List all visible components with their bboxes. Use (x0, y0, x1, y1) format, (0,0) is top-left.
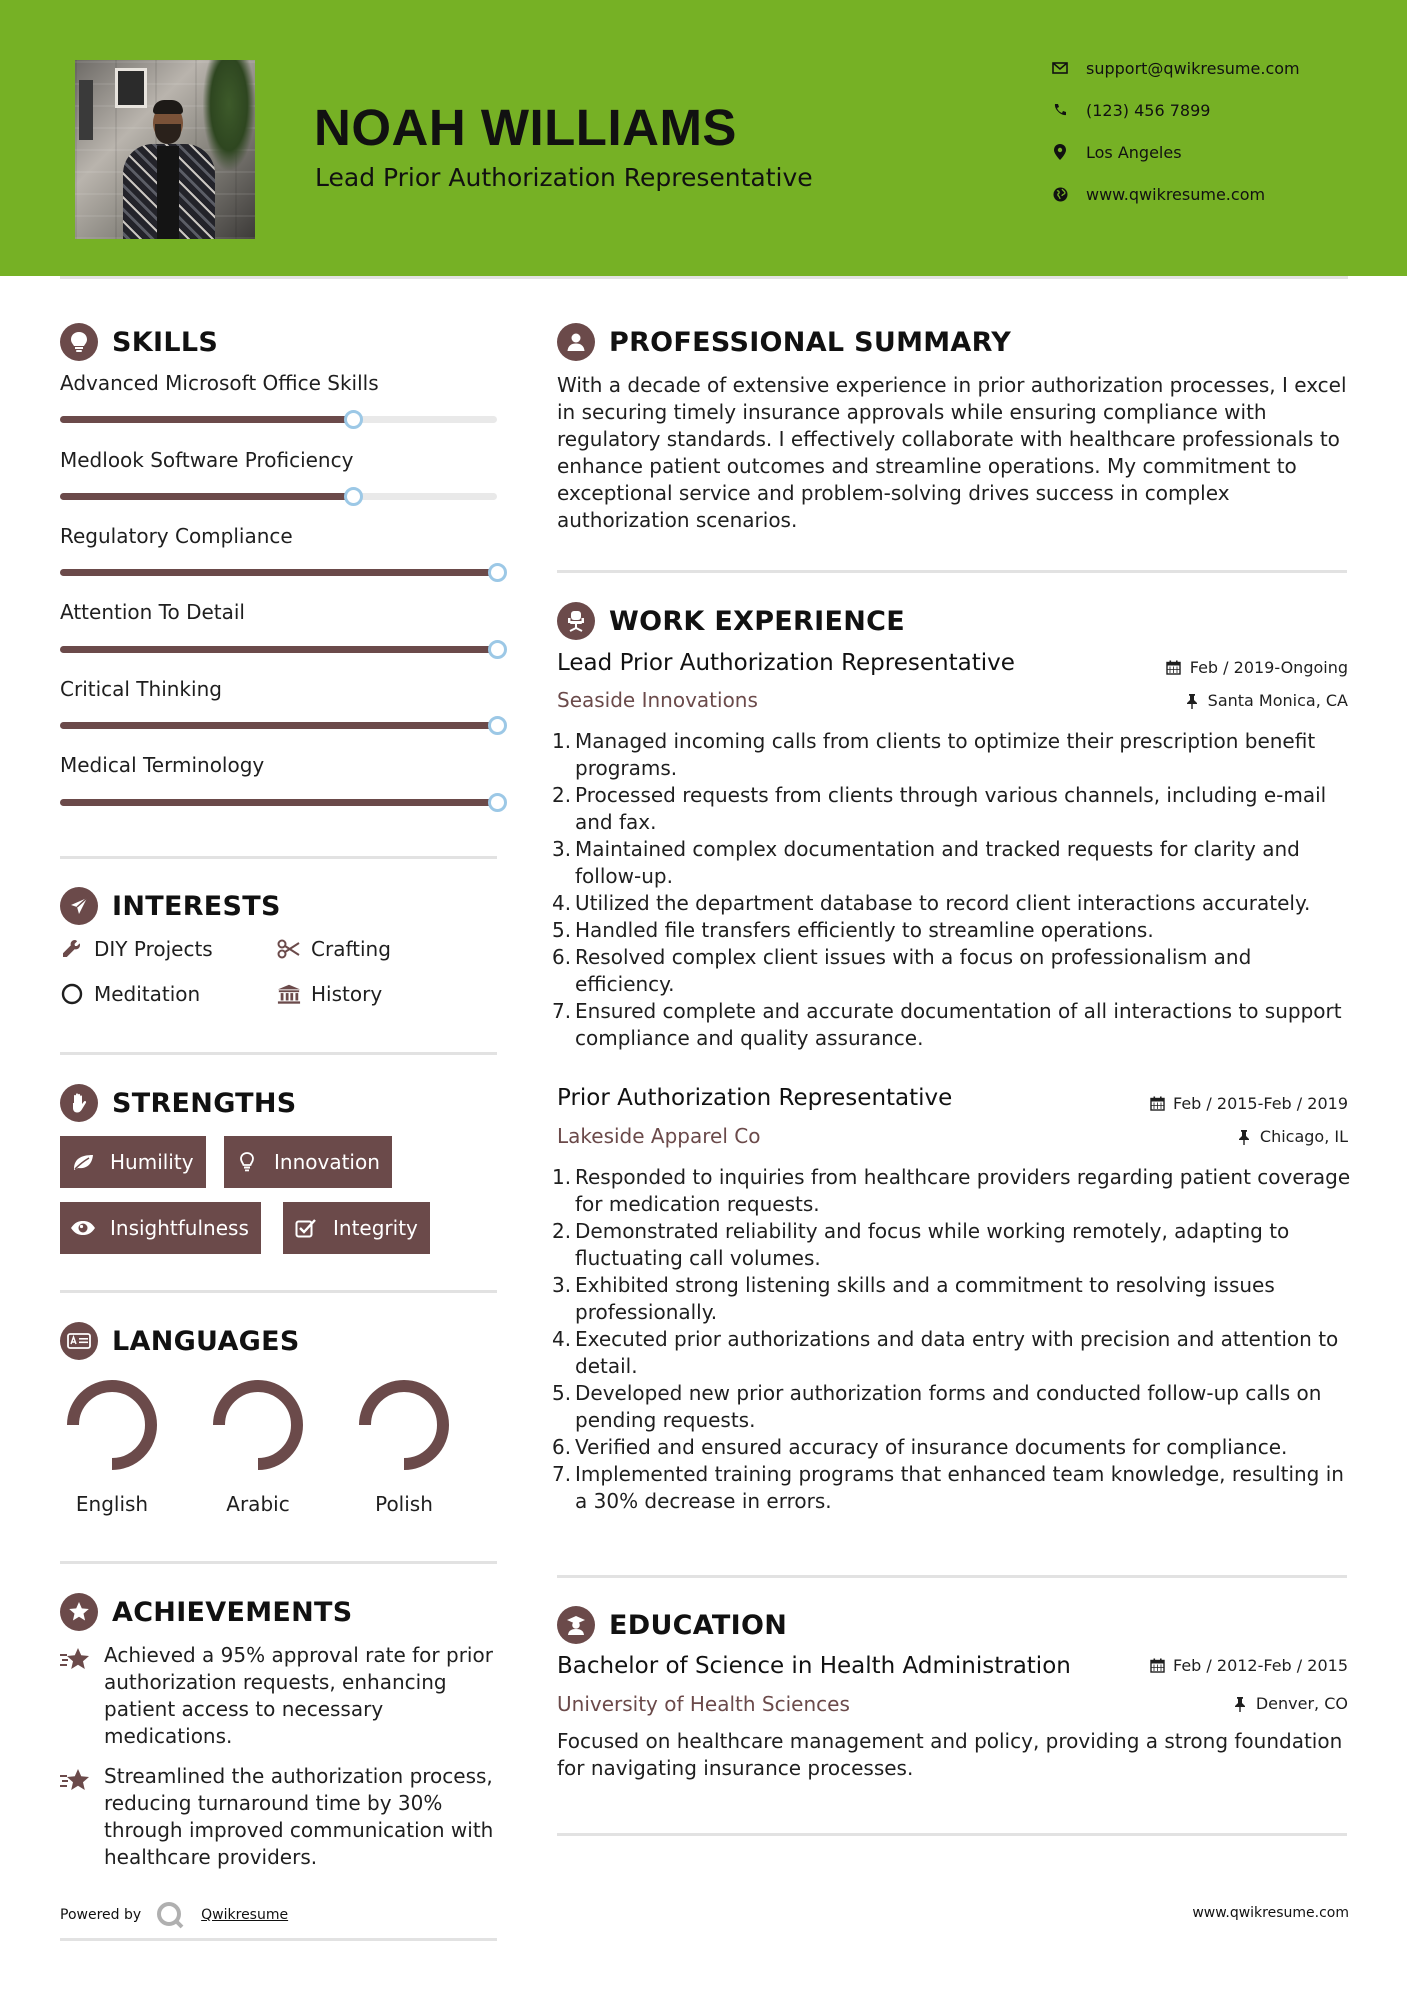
skill-bar (60, 493, 497, 500)
powered-by: Powered by Qwikresume (60, 1900, 288, 1930)
skill-bar-handle (344, 410, 363, 429)
skill-name: Advanced Microsoft Office Skills (60, 371, 379, 395)
star-badge-icon (60, 1593, 98, 1631)
language-proficiency-ring (357, 1378, 451, 1472)
thumbtack-icon (1236, 1129, 1252, 1145)
work-heading: WORK EXPERIENCE (557, 602, 905, 640)
language-name: English (75, 1492, 149, 1516)
header-divider (60, 276, 1348, 279)
lightbulb-icon (234, 1151, 260, 1173)
user-icon (557, 323, 595, 361)
section-divider (60, 1290, 497, 1293)
globe-icon (1050, 184, 1070, 204)
strengths-heading: STRENGTHS (60, 1084, 297, 1122)
skill-bar (60, 569, 497, 576)
skill-name: Medlook Software Proficiency (60, 448, 354, 472)
section-divider (557, 570, 1347, 573)
strength-tag: Integrity (283, 1202, 430, 1254)
section-divider (60, 1938, 497, 1941)
section-divider (60, 1561, 497, 1564)
resume-header (0, 0, 1407, 276)
job-duties-list (552, 728, 1352, 1052)
footer-website-link[interactable]: www.qwikresume.com (1192, 1905, 1349, 1921)
list-item: 4. Executed prior authorizations and data entry with precision and attention to detail. (552, 1327, 1339, 1378)
check-square-icon (293, 1217, 319, 1239)
profile-photo (75, 60, 255, 239)
job-title: Prior Authorization Representative (557, 1085, 953, 1111)
list-item: 6. Resolved complex client issues with a focus on professionalism and efficiency. (552, 945, 1252, 996)
school-name: University of Health Sciences (557, 1692, 850, 1716)
candidate-name: NOAH WILLIAMS (314, 99, 737, 156)
skill-bar (60, 646, 497, 653)
section-divider (60, 1052, 497, 1055)
interests-heading: INTERESTS (60, 887, 281, 925)
summary-heading: PROFESSIONAL SUMMARY (557, 323, 1011, 361)
degree-title: Bachelor of Science in Health Administration (557, 1653, 1071, 1679)
job-location: Santa Monica, CA (1184, 691, 1348, 710)
leaf-icon (70, 1151, 96, 1173)
strength-tag: Humility (60, 1136, 206, 1188)
skill-bar-handle (344, 487, 363, 506)
list-item: 5. Handled file transfers efficiently to streamline operations. (552, 918, 1154, 942)
skill-name: Regulatory Compliance (60, 524, 293, 548)
job-dates: Feb / 2019-Ongoing (1166, 658, 1348, 677)
list-item: 5. Developed new prior authorization forms and conducted follow-up calls on pending requests. (552, 1381, 1322, 1432)
job-duties-list (552, 1164, 1352, 1515)
section-divider (60, 856, 497, 859)
achievements-heading: ACHIEVEMENTS (60, 1593, 353, 1631)
qwikresume-logo-icon (155, 1900, 185, 1930)
strength-tag: Insightfulness (60, 1202, 261, 1254)
section-divider (557, 1575, 1347, 1578)
skill-bar (60, 416, 497, 423)
calendar-icon (1149, 1658, 1165, 1674)
skill-bar (60, 722, 497, 729)
list-item: 7. Ensured complete and accurate documentation of all interactions to support compliance and quality assurance. (552, 999, 1342, 1050)
skill-bar (60, 799, 497, 806)
language-proficiency-ring (211, 1378, 305, 1472)
skill-bar-handle (488, 640, 507, 659)
education-location: Denver, CO (1232, 1694, 1348, 1713)
lightbulb-icon (60, 323, 98, 361)
skill-bar-handle (488, 793, 507, 812)
hand-paper-icon (60, 1084, 98, 1122)
wrench-icon (60, 937, 84, 961)
interest-item: History (277, 982, 382, 1006)
calendar-icon (1166, 660, 1182, 676)
interest-item: Crafting (277, 937, 391, 961)
languages-heading: LANGUAGES (60, 1322, 300, 1360)
language-proficiency-ring (65, 1378, 159, 1472)
thumbtack-icon (1232, 1696, 1248, 1712)
strength-tag: Innovation (224, 1136, 392, 1188)
phone-icon (1050, 100, 1070, 120)
star-icon (60, 1767, 92, 1795)
map-marker-icon (1050, 142, 1070, 162)
language-item (208, 1378, 308, 1516)
achievement-text: Achieved a 95% approval rate for prior authorization requests, enhancing patient access to necessary medications. (104, 1643, 493, 1748)
interest-item: DIY Projects (60, 937, 213, 961)
institution-icon (277, 982, 301, 1006)
education-dates: Feb / 2012-Feb / 2015 (1149, 1656, 1348, 1675)
list-item: 3. Exhibited strong listening skills and a commitment to resolving issues professionally. (552, 1273, 1275, 1324)
list-item: 1. Managed incoming calls from clients to optimize their prescription benefit programs. (552, 729, 1316, 780)
job-title: Lead Prior Authorization Representative (557, 650, 1015, 676)
list-item: 4. Utilized the department database to record client interactions accurately. (552, 891, 1311, 915)
envelope-icon (1050, 58, 1070, 78)
office-chair-icon (557, 602, 595, 640)
skill-name: Attention To Detail (60, 600, 245, 624)
summary-text: With a decade of extensive experience in prior authorization processes, I excel in securing timely insurance approvals while ensuring compliance with regulatory standards. I effectively collaborate with healthcare professionals to enhance patient outcomes and streamline operations. My commitment to exceptional service and problem-solving drives success in complex authorization scenarios. (557, 373, 1347, 532)
list-item: 7. Implemented training programs that enhanced team knowledge, resulting in a 30% decrease in errors. (552, 1462, 1344, 1513)
contact-phone[interactable]: (123) 456 7899 (1050, 98, 1210, 122)
education-heading: EDUCATION (557, 1606, 787, 1644)
paper-plane-icon (60, 887, 98, 925)
contact-website[interactable]: www.qwikresume.com (1050, 182, 1265, 206)
skills-heading: SKILLS (60, 323, 218, 361)
list-item: 1. Responded to inquiries from healthcare providers regarding patient coverage for medication requests. (552, 1165, 1351, 1216)
language-item (354, 1378, 454, 1516)
achievement-text: Streamlined the authorization process, reducing turnaround time by 30% through improved communication with healthcare providers. (104, 1764, 494, 1869)
qwikresume-link[interactable]: Qwikresume (201, 1907, 289, 1923)
company-name: Lakeside Apparel Co (557, 1124, 761, 1148)
education-description: Focused on healthcare management and policy, providing a strong foundation for navigating insurance processes. (557, 1729, 1343, 1780)
language-item (62, 1378, 162, 1516)
candidate-title: Lead Prior Authorization Representative (315, 163, 813, 192)
eye-icon (70, 1217, 96, 1239)
job-dates: Feb / 2015-Feb / 2019 (1149, 1094, 1348, 1113)
scissors-icon (277, 937, 301, 961)
list-item: 2. Demonstrated reliability and focus while working remotely, adapting to fluctuating call volumes. (552, 1219, 1290, 1270)
skill-name: Medical Terminology (60, 753, 265, 777)
contact-email[interactable]: support@qwikresume.com (1050, 56, 1300, 80)
language-name: Arabic (226, 1492, 290, 1516)
thumbtack-icon (1184, 693, 1200, 709)
company-name: Seaside Innovations (557, 688, 758, 712)
interest-item: Meditation (60, 982, 200, 1006)
list-item: 2. Processed requests from clients through various channels, including e-mail and fax. (552, 783, 1327, 834)
graduate-icon (557, 1606, 595, 1644)
calendar-icon (1149, 1096, 1165, 1112)
circle-icon (60, 982, 84, 1006)
section-divider (557, 1833, 1347, 1836)
list-item: 6. Verified and ensured accuracy of insurance documents for compliance. (552, 1435, 1288, 1459)
job-location: Chicago, IL (1236, 1127, 1348, 1146)
contact-location: Los Angeles (1050, 140, 1182, 164)
language-name: Polish (375, 1492, 433, 1516)
skill-bar-handle (488, 563, 507, 582)
star-icon (60, 1646, 92, 1674)
list-item: 3. Maintained complex documentation and tracked requests for clarity and follow-up. (552, 837, 1300, 888)
language-icon (60, 1322, 98, 1360)
skill-bar-handle (488, 716, 507, 735)
skill-name: Critical Thinking (60, 677, 222, 701)
